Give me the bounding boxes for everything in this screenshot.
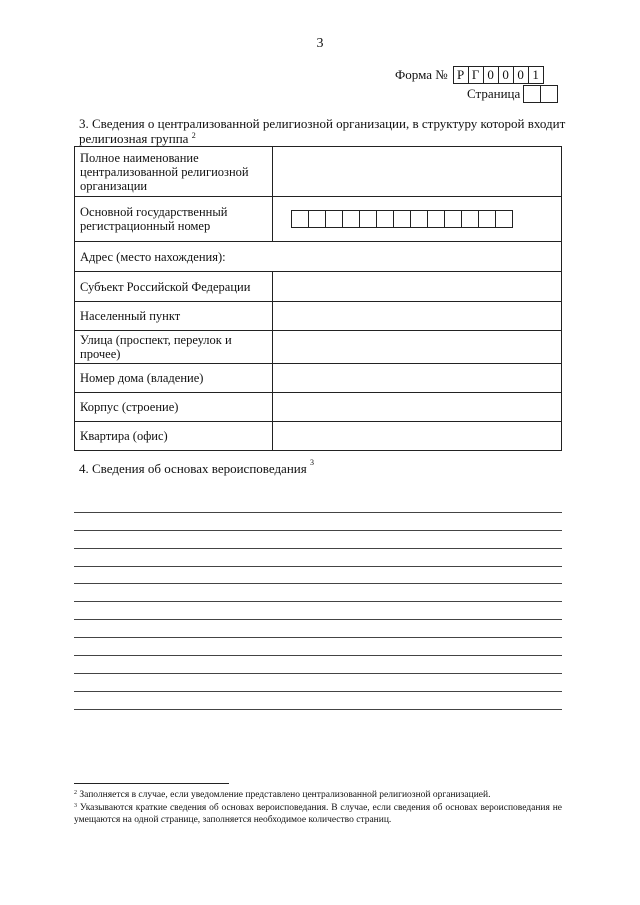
fill-line[interactable] bbox=[74, 584, 562, 602]
ogrn-digit-box[interactable] bbox=[376, 210, 394, 228]
ogrn-boxes bbox=[278, 210, 556, 228]
page-field bbox=[467, 85, 558, 103]
ogrn-digit-box[interactable] bbox=[359, 210, 377, 228]
building-label: Корпус (строение) bbox=[75, 393, 273, 422]
ogrn-digit-box[interactable] bbox=[393, 210, 411, 228]
ogrn-field bbox=[273, 197, 562, 242]
footnote-3: $^3$ Указываются краткие сведения об основах вероисповедания. В случае, если сведения об основах вероисповедания не умещаются на одной странице, заполняется необходимое количество страниц. bbox=[74, 803, 562, 825]
form-code-cell: 0 bbox=[498, 66, 514, 84]
fill-line[interactable] bbox=[74, 549, 562, 567]
table-row bbox=[75, 272, 562, 302]
page-label: Страница bbox=[467, 86, 521, 101]
house-label: Номер дома (владение) bbox=[75, 364, 273, 393]
fill-line[interactable] bbox=[74, 602, 562, 620]
table-row bbox=[75, 197, 562, 242]
form-code-cell: 1 bbox=[528, 66, 544, 84]
form-code-cell: 0 bbox=[513, 66, 529, 84]
ogrn-digit-box[interactable] bbox=[291, 210, 309, 228]
table-row bbox=[75, 302, 562, 331]
locality-label: Населенный пункт bbox=[75, 302, 273, 331]
fill-line[interactable] bbox=[74, 495, 562, 513]
page-digit-box[interactable] bbox=[540, 85, 558, 103]
street-label: Улица (проспект, переулок и прочее) bbox=[75, 331, 273, 364]
section3-title: 3. Сведения о централизованной религиозной организации, в структуру которой входит религиозная группа $^2$ bbox=[79, 116, 566, 146]
footnote-ref: 3 bbox=[309, 458, 314, 467]
street-field[interactable] bbox=[273, 331, 562, 364]
form-code-cell: Р bbox=[453, 66, 469, 84]
fill-line[interactable] bbox=[74, 656, 562, 674]
ogrn-digit-box[interactable] bbox=[495, 210, 513, 228]
full-name-label: Полное наименование централизованной религиозной организации bbox=[75, 147, 273, 197]
ogrn-label: Основной государственный регистрационный номер bbox=[75, 197, 273, 242]
ogrn-digit-box[interactable] bbox=[461, 210, 479, 228]
table-row bbox=[75, 422, 562, 451]
religion-basis-lines bbox=[74, 495, 562, 710]
table-row bbox=[75, 147, 562, 197]
address-heading: Адрес (место нахождения): bbox=[75, 242, 562, 272]
fill-line[interactable] bbox=[74, 567, 562, 585]
ogrn-digit-box[interactable] bbox=[342, 210, 360, 228]
form-label: Форма № bbox=[395, 67, 448, 82]
page-number: 3 bbox=[316, 36, 324, 51]
locality-field[interactable] bbox=[273, 302, 562, 331]
ogrn-digit-box[interactable] bbox=[444, 210, 462, 228]
fill-line[interactable] bbox=[74, 513, 562, 531]
ogrn-digit-box[interactable] bbox=[325, 210, 343, 228]
table-row bbox=[75, 331, 562, 364]
footnote-2: $^2$ Заполняется в случае, если уведомление представлено централизованной религиозной организацией. bbox=[74, 790, 491, 800]
form-code-cell: 0 bbox=[483, 66, 499, 84]
form-code-cell: Г bbox=[468, 66, 484, 84]
ogrn-digit-box[interactable] bbox=[427, 210, 445, 228]
organization-info-table bbox=[74, 146, 562, 451]
building-field[interactable] bbox=[273, 393, 562, 422]
footnote-ref: 2 bbox=[191, 131, 196, 140]
fill-line[interactable] bbox=[74, 638, 562, 656]
apartment-label: Квартира (офис) bbox=[75, 422, 273, 451]
fill-line[interactable] bbox=[74, 531, 562, 549]
table-row bbox=[75, 364, 562, 393]
footnote-separator bbox=[74, 783, 229, 784]
house-field[interactable] bbox=[273, 364, 562, 393]
apartment-field[interactable] bbox=[273, 422, 562, 451]
table-row bbox=[75, 393, 562, 422]
footnotes bbox=[74, 789, 562, 827]
region-field[interactable] bbox=[273, 272, 562, 302]
ogrn-digit-box[interactable] bbox=[308, 210, 326, 228]
ogrn-digit-box[interactable] bbox=[410, 210, 428, 228]
form-code bbox=[395, 66, 544, 84]
section4-title: 4. Сведения об основах вероисповедания $^3$ bbox=[79, 458, 314, 476]
ogrn-digit-box[interactable] bbox=[478, 210, 496, 228]
fill-line[interactable] bbox=[74, 692, 562, 710]
page-digit-box[interactable] bbox=[523, 85, 541, 103]
fill-line[interactable] bbox=[74, 674, 562, 692]
fill-line[interactable] bbox=[74, 620, 562, 638]
table-row bbox=[75, 242, 562, 272]
full-name-field[interactable] bbox=[273, 147, 562, 197]
region-label: Субъект Российской Федерации bbox=[75, 272, 273, 302]
